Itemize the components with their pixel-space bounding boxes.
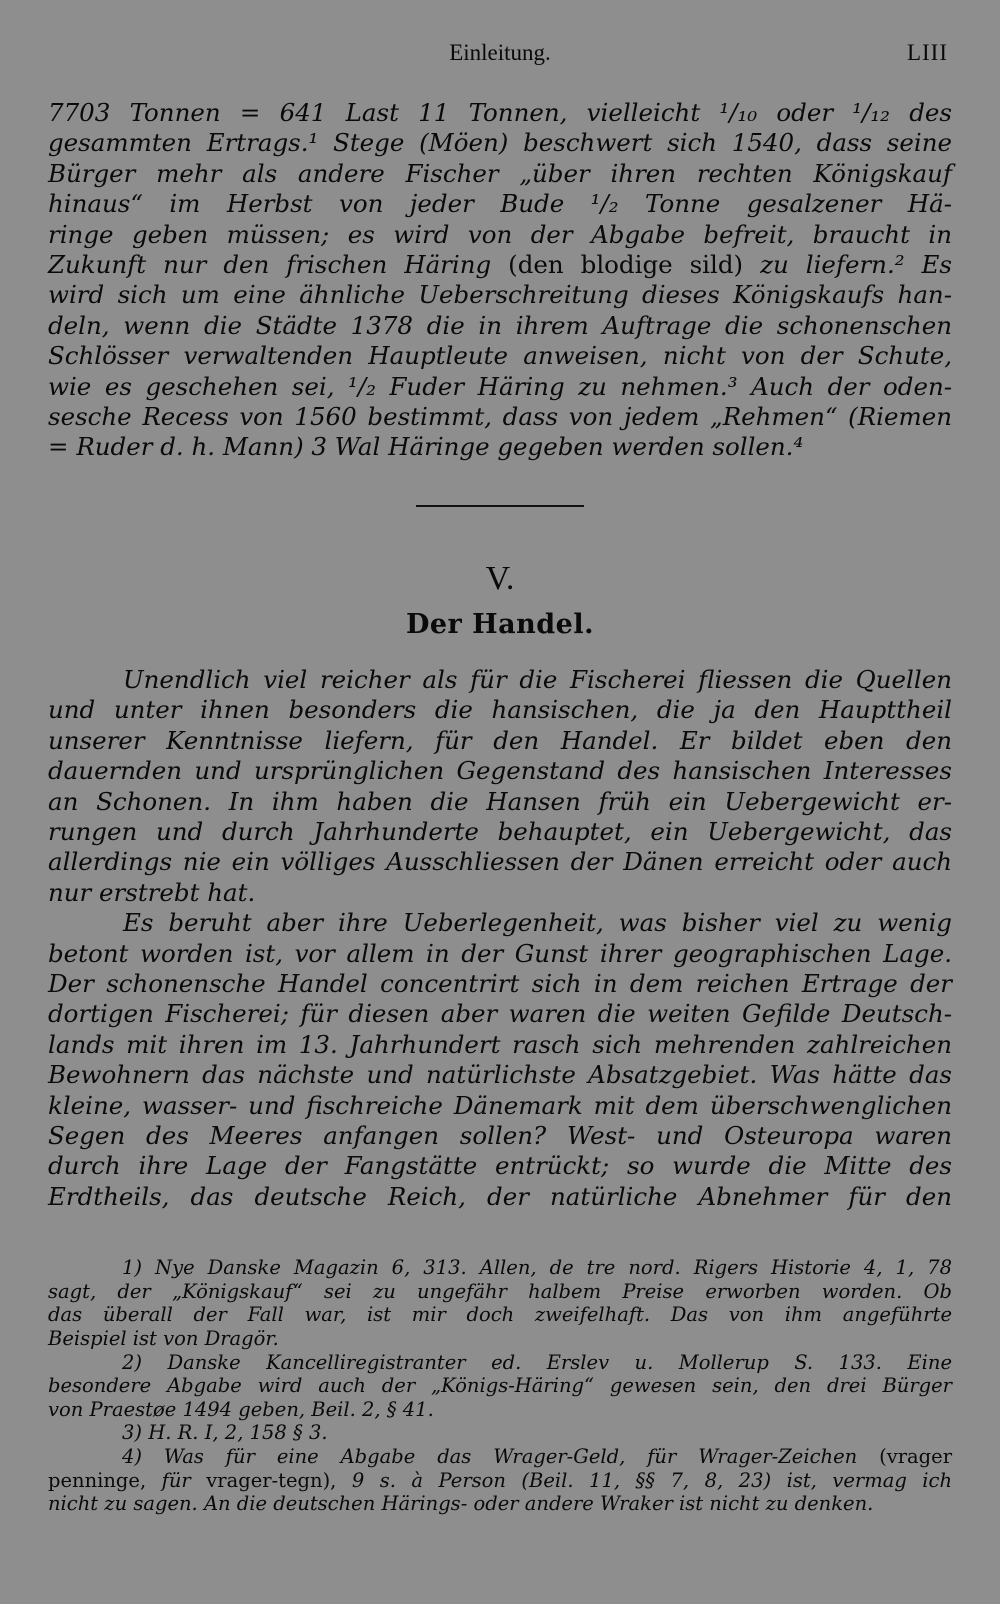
text-line: hinaus“ im Herbst von jeder Bude ¹/₂ Tonne gesalzener Hä- xyxy=(48,189,952,219)
footnote-2: 2) Danske Kancelliregistranter ed. Erslev u. Mollerup S. 133. Eine xyxy=(122,1350,952,1374)
text-span: 4) Was für eine Abgabe das Wrager-Geld, für Wrager-Zeichen xyxy=(122,1444,858,1468)
text-line: = Ruder d. h. Mann) 3 Wal Häringe gegeben werden sollen.⁴ xyxy=(48,432,804,462)
text-line: allerdings nie ein völliges Ausschliessen der Dänen erreicht oder auch xyxy=(48,847,952,877)
text-line: Es beruht aber ihre Ueberlegenheit, was bisher viel zu wenig xyxy=(123,908,952,938)
text-line: gesammten Ertrags.¹ Stege (Möen) beschwert sich 1540, dass seine xyxy=(48,128,952,158)
text-line: Segen des Meeres anfangen sollen? West- und Osteuropa waren xyxy=(48,1120,952,1150)
section-divider xyxy=(416,505,584,507)
footnote-line: besondere Abgabe wird auch der „Königs-Häring“ gewesen sein, den drei Bürger xyxy=(48,1374,952,1398)
footnotes xyxy=(48,1256,952,1516)
text-line: nur erstrebt hat. xyxy=(48,877,256,907)
text-line: deln, wenn die Städte 1378 die in ihrem Auftrage die schonenschen xyxy=(48,310,952,340)
text-line: Schlösser verwaltenden Hauptleute anweisen, nicht von der Schute, xyxy=(48,341,952,371)
footnote-line: sagt, der „Königskauf“ sei zu ungefähr halbem Preise erworben worden. Ob xyxy=(48,1279,952,1303)
text-span: für xyxy=(161,1468,191,1492)
section-title: Der Handel. xyxy=(405,608,595,640)
footnote-4 xyxy=(48,1445,952,1469)
running-head xyxy=(48,36,952,76)
footnote-line: nicht zu sagen. An die deutschen Härings- oder andere Wraker ist nicht zu denken. xyxy=(48,1492,874,1516)
text-span-upright: penninge, xyxy=(48,1468,147,1492)
footnote-line xyxy=(48,1469,952,1493)
footnote-line: von Praestøe 1494 geben, Beil. 2, § 41. xyxy=(48,1397,434,1421)
text-span-upright: (vrager xyxy=(879,1444,953,1468)
body-paragraph-1 xyxy=(48,665,952,908)
text-line: Unendlich viel reicher als für die Fischerei fliessen die Quellen xyxy=(123,664,952,694)
footnote-3: 3) H. R. I, 2, 158 § 3. xyxy=(122,1421,328,1445)
text-line xyxy=(48,250,952,280)
text-span-upright: vrager-tegn), xyxy=(206,1468,337,1492)
text-span: zu liefern.² Es xyxy=(760,250,953,280)
text-line: an Schonen. In ihm haben die Hansen früh ein Uebergewicht er- xyxy=(48,786,952,816)
text-line: Der schonensche Handel concentrirt sich in dem reichen Ertrage der xyxy=(48,968,952,998)
section-number: V. xyxy=(485,559,515,597)
footnote-1: 1) Nye Danske Magazin 6, 313. Allen, de tre nord. Rigers Historie 4, 1, 78 xyxy=(122,1256,952,1280)
page-number: LIII xyxy=(906,40,948,65)
text-span: Zukunft nur den frischen Häring xyxy=(48,250,492,280)
text-line: kleine, wasser- und fischreiche Dänemark mit dem überschwenglichen xyxy=(48,1090,952,1120)
text-line: sesche Recess von 1560 bestimmt, dass von jedem „Rehmen“ (Riemen xyxy=(48,402,952,432)
text-line: Erdtheils, das deutsche Reich, der natürliche Abnehmer für den xyxy=(48,1181,952,1211)
book-page xyxy=(48,36,952,1576)
text-line: ringe geben müssen; es wird von der Abgabe befreit, braucht in xyxy=(48,219,952,249)
text-line: 7703 Tonnen = 641 Last 11 Tonnen, vielleicht ¹/₁₀ oder ¹/₁₂ des xyxy=(48,98,952,127)
text-line: durch ihre Lage der Fangstätte entrückt; so wurde die Mitte des xyxy=(48,1151,952,1181)
text-span-upright: (den blodige sild) xyxy=(508,250,744,280)
text-line: rungen und durch Jahrhunderte behauptet, ein Uebergewicht, das xyxy=(48,816,952,846)
intro-paragraph xyxy=(48,98,952,463)
text-line: Bewohnern das nächste und natürlichste Absatzgebiet. Was hätte das xyxy=(48,1060,952,1090)
text-line: Bürger mehr als andere Fischer „über ihren rechten Königskauf xyxy=(48,158,952,188)
text-line: wird sich um eine ähnliche Ueberschreitung dieses Königskaufs han- xyxy=(48,280,952,310)
text-line: dortigen Fischerei; für diesen aber waren die weiten Gefilde Deutsch- xyxy=(48,999,952,1029)
text-line: dauernden und ursprünglichen Gegenstand des hansischen Interesses xyxy=(48,756,952,786)
text-span: 9 s. à Person (Beil. 11, §§ 7, 8, 23) ist, vermag ich xyxy=(351,1468,953,1492)
text-line: lands mit ihren im 13. Jahrhundert rasch sich mehrenden zahlreichen xyxy=(48,1029,952,1059)
text-line: wie es geschehen sei, ¹/₂ Fuder Häring zu nehmen.³ Auch der oden- xyxy=(48,371,952,401)
footnote-line: Beispiel ist von Dragör. xyxy=(48,1326,279,1350)
text-line: betont worden ist, vor allem in der Gunst ihrer geographischen Lage. xyxy=(48,938,952,968)
footnote-line: das überall der Fall war, ist mir doch zweifelhaft. Das von ihm angeführte xyxy=(48,1303,952,1327)
running-head-title: Einleitung. xyxy=(449,40,551,65)
text-line: und unter ihnen besonders die hansischen, die ja den Haupttheil xyxy=(48,695,952,725)
text-line: unserer Kenntnisse liefern, für den Handel. Er bildet eben den xyxy=(48,725,952,755)
body-paragraph-2 xyxy=(48,908,952,1212)
